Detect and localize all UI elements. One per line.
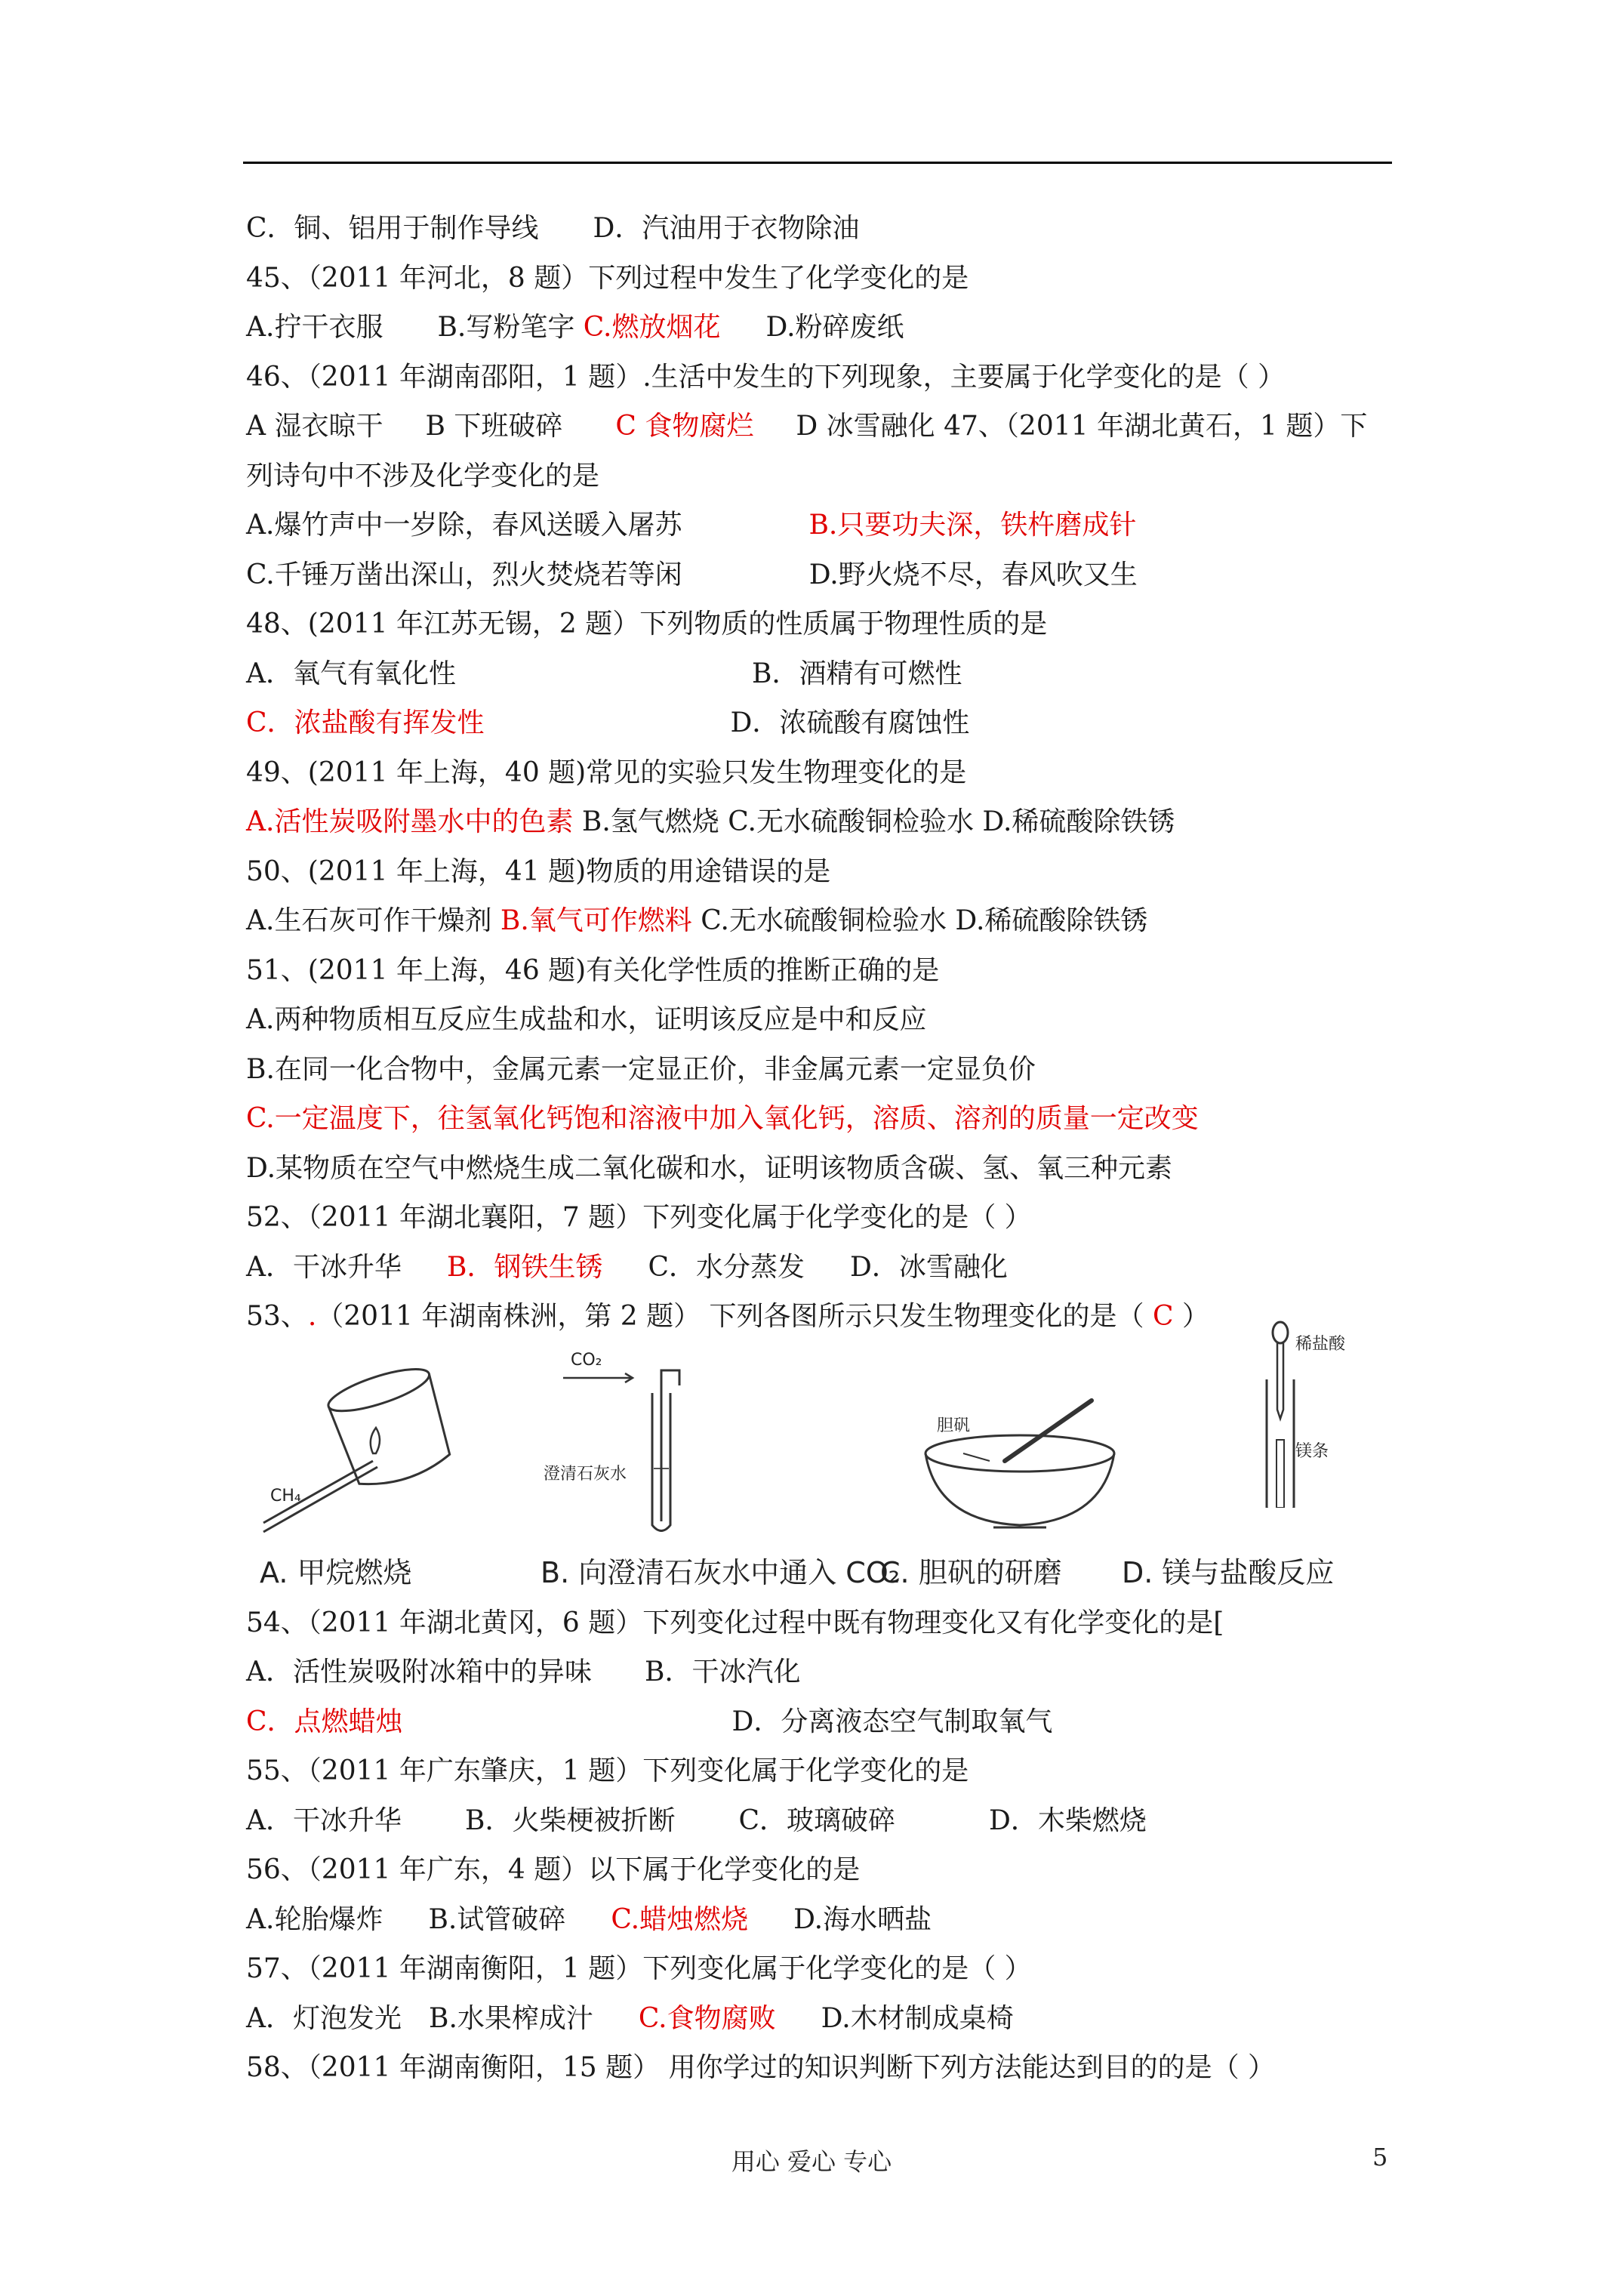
question-53-figure xyxy=(246,1334,1394,1597)
text-line xyxy=(246,1045,1394,1095)
text-line xyxy=(246,649,1394,699)
answer-text: B.氧气可作燃料 xyxy=(500,905,692,936)
line-text: C．水分蒸发 xyxy=(648,1251,805,1283)
text-line xyxy=(246,402,1394,451)
line-text: D 冰雪融化 47、（2011 年湖北黄石，1 题）下 xyxy=(796,411,1368,442)
test-tube-icon xyxy=(540,1348,865,1536)
text-line xyxy=(246,995,1394,1045)
figure-d xyxy=(1122,1334,1409,1597)
questions-part-2 xyxy=(246,1598,1394,2093)
line-text: D.海水晒盐 xyxy=(793,1903,932,1935)
figure-b-caption: B. 向澄清石灰水中通入 CO₂ xyxy=(540,1555,900,1589)
line-text: B 下班破碎 xyxy=(425,411,563,442)
answer-text: C xyxy=(1153,1301,1174,1332)
text-line xyxy=(246,1598,1394,1648)
text-line xyxy=(246,1994,1394,2044)
line-text: D.木材制成桌椅 xyxy=(821,2002,1014,2034)
line-text: 55、（2011 年广东肇庆，1 题）下列变化属于化学变化的是 xyxy=(246,1755,969,1786)
answer-text: A.活性炭吸附墨水中的色素 xyxy=(246,806,574,837)
text-line xyxy=(246,1746,1394,1796)
text-line xyxy=(246,2043,1394,2093)
figure-a xyxy=(260,1348,486,1597)
line-text: B.写粉笔字 xyxy=(437,312,584,343)
line-text: 列诗句中不涉及化学变化的是 xyxy=(246,460,600,492)
line-text: 56、（2011 年广东，4 题）以下属于化学变化的是 xyxy=(246,1854,861,1885)
text-line xyxy=(246,1796,1394,1846)
line-text: D．分离液态空气制取氧气 xyxy=(731,1706,1053,1737)
line-text: B.在同一化合物中，金属元素一定显正价，非金属元素一定显负价 xyxy=(246,1053,1036,1085)
text-line xyxy=(246,698,1394,748)
line-text: 48、(2011 年江苏无锡，2 题）下列物质的性质属于物理性质的是 xyxy=(246,609,1048,639)
line-text: B．干冰汽化 xyxy=(645,1657,801,1687)
line-text: A.轮胎爆炸 xyxy=(246,1903,383,1935)
line-text: A．灯泡发光 xyxy=(246,2002,402,2034)
questions-part-1 xyxy=(246,204,1394,1342)
mg-label: 镁条 xyxy=(1295,1441,1329,1461)
line-text: D．木柴燃烧 xyxy=(989,1804,1147,1836)
line-text: 57、（2011 年湖南衡阳，1 题）下列变化属于化学变化的是（ ） xyxy=(246,1953,1032,1984)
line-text: ） xyxy=(1173,1301,1210,1332)
line-text: C．玻璃破碎 xyxy=(738,1804,896,1836)
answer-text: C．点燃蜡烛 xyxy=(246,1706,403,1737)
answer-text: C.蜡烛燃烧 xyxy=(611,1903,749,1935)
co2-label: CO₂ xyxy=(571,1350,602,1370)
answer-text: B.只要功夫深，铁杵磨成针 xyxy=(808,510,1137,541)
text-line xyxy=(246,896,1394,946)
text-line xyxy=(246,204,1394,254)
line-text: 49、(2011 年上海，40 题)常见的实验只发生物理变化的是 xyxy=(246,757,967,788)
text-line xyxy=(246,451,1394,501)
text-line xyxy=(246,254,1394,304)
line-text: B．酒精有可燃性 xyxy=(752,658,962,689)
line-text: A．干冰升华 xyxy=(246,1804,402,1836)
text-line xyxy=(246,1144,1394,1194)
line-text: 46、（2011 年湖南邵阳，1 题）.生活中发生的下列现象，主要属于化学变化的是（ ） xyxy=(246,361,1286,393)
line-text: A 湿衣晾干 xyxy=(246,411,383,442)
line-text: 50、(2011 年上海，41 题)物质的用途错误的是 xyxy=(246,855,831,887)
line-text: A.爆竹声中一岁除，春风送暖入屠苏 xyxy=(246,510,682,541)
text-line xyxy=(246,1845,1394,1895)
answer-text: C．浓盐酸有挥发性 xyxy=(246,707,485,738)
text-line xyxy=(246,946,1394,996)
text-line xyxy=(246,353,1394,402)
figure-a-caption: A. 甲烷燃烧 xyxy=(260,1555,412,1589)
answer-text: C 食物腐烂 xyxy=(615,411,754,442)
line-text: 51、(2011 年上海，46 题)有关化学性质的推断正确的是 xyxy=(246,954,940,986)
dropper-tube-icon xyxy=(1167,1319,1394,1508)
answer-text: C.燃放烟花 xyxy=(583,312,721,343)
danfan-label: 胆矾 xyxy=(937,1416,971,1435)
line-text: 45、（2011 年河北，8 题）下列过程中发生了化学变化的是 xyxy=(246,262,969,294)
text-line xyxy=(246,1193,1394,1243)
line-text: A．氧气有氧化性 xyxy=(246,658,456,689)
line-text: A.生石灰可作干燥剂 xyxy=(246,905,500,936)
page-footer: 用心 爱心 专心 xyxy=(731,2147,892,2176)
line-text: A.两种物质相互反应生成盐和水，证明该反应是中和反应 xyxy=(246,1004,927,1035)
line-text: 58、（2011 年湖南衡阳，15 题） 用你学过的知识判断下列方法能达到目的的是（ ） xyxy=(246,2052,1276,2083)
line-text: D．浓硫酸有腐蚀性 xyxy=(730,707,970,738)
answer-text: B．钢铁生锈 xyxy=(447,1251,603,1283)
line-text: 53、 xyxy=(246,1301,308,1332)
figure-d-caption: D. 镁与盐酸反应 xyxy=(1122,1555,1335,1589)
line-text: C.无水硫酸铜检验水 D.稀硫酸除铁锈 xyxy=(691,905,1148,936)
page-number: 5 xyxy=(1372,2143,1388,2171)
text-line xyxy=(246,599,1394,649)
text-line xyxy=(246,1094,1394,1144)
text-line xyxy=(246,1697,1394,1747)
text-line xyxy=(246,748,1394,798)
line-text: 52、（2011 年湖北襄阳，7 题）下列变化属于化学变化的是（ ） xyxy=(246,1202,1032,1233)
line-text: 54、（2011 年湖北黄冈，6 题）下列变化过程中既有物理变化又有化学变化的是[ xyxy=(246,1607,1224,1638)
line-text: B．火柴梗被折断 xyxy=(465,1804,676,1836)
question-content xyxy=(246,204,1394,2093)
text-line xyxy=(246,550,1394,600)
header-rule xyxy=(243,162,1392,164)
text-line xyxy=(246,1895,1394,1945)
line-text: A.拧干衣服 xyxy=(246,312,383,343)
line-text: D．冰雪融化 xyxy=(850,1251,1008,1283)
text-line xyxy=(246,1243,1394,1293)
line-text: C．铜、铝用于制作导线 xyxy=(246,213,539,244)
line-text: D．汽油用于衣物除油 xyxy=(593,213,860,244)
text-line xyxy=(246,1647,1394,1697)
line-text: B.试管破碎 xyxy=(428,1903,566,1935)
answer-text: C.食物腐败 xyxy=(638,2002,776,2034)
answer-text: . xyxy=(307,1301,317,1332)
ch4-label: CH₄ xyxy=(270,1486,301,1505)
line-text: C.千锤万凿出深山，烈火焚烧若等闲 xyxy=(246,559,682,590)
figure-b xyxy=(540,1348,900,1597)
line-text: D.某物质在空气中燃烧生成二氧化碳和水，证明该物质含碳、氢、氧三种元素 xyxy=(246,1152,1173,1184)
text-line xyxy=(246,847,1394,897)
figure-c xyxy=(880,1348,1144,1597)
line-text: A．干冰升华 xyxy=(246,1251,402,1283)
line-text: D.野火烧不尽，春风吹又生 xyxy=(808,559,1138,590)
answer-text: C.一定温度下，往氢氧化钙饱和溶液中加入氧化钙，溶质、溶剂的质量一定改变 xyxy=(246,1103,1199,1134)
figure-c-caption: C. 胆矾的研磨 xyxy=(880,1555,1062,1589)
beaker-flame-icon xyxy=(260,1348,486,1536)
limewater-label: 澄清石灰水 xyxy=(544,1464,627,1484)
line-text: A．活性炭吸附冰箱中的异味 xyxy=(246,1657,592,1687)
text-line xyxy=(246,501,1394,550)
text-line xyxy=(246,1944,1394,1994)
line-text: B.氢气燃烧 C.无水硫酸铜检验水 D.稀硫酸除铁锈 xyxy=(573,806,1175,837)
line-text: B.水果榨成汁 xyxy=(429,2002,593,2034)
line-text: （2011 年湖南株洲，第 2 题） 下列各图所示只发生物理变化的是（ xyxy=(316,1301,1153,1332)
acid-label: 稀盐酸 xyxy=(1295,1334,1346,1354)
line-text: D.粉碎废纸 xyxy=(765,312,904,343)
mortar-icon xyxy=(880,1348,1144,1536)
text-line xyxy=(246,797,1394,847)
text-line xyxy=(246,303,1394,353)
